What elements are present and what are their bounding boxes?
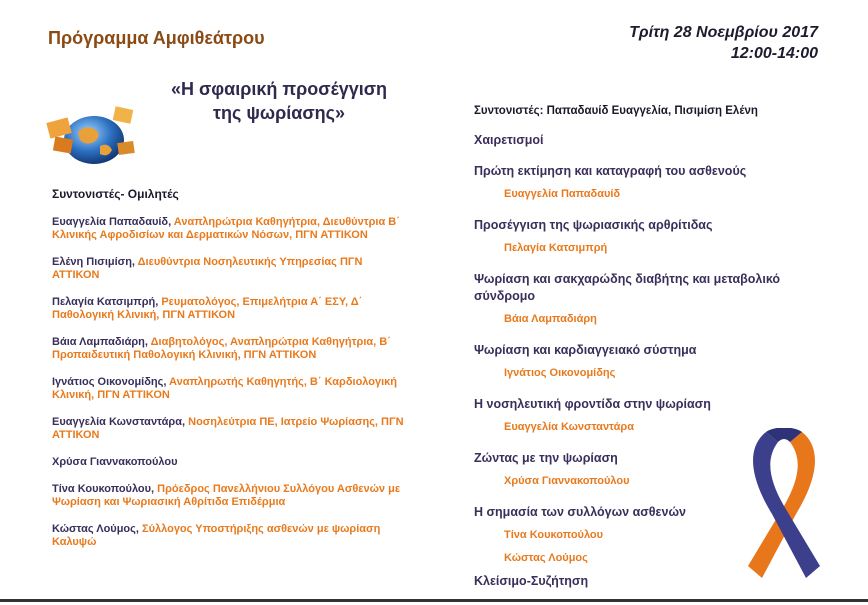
program-item: Χαιρετισμοί [474, 133, 544, 147]
program-item: Κλείσιμο-Συζήτηση [474, 574, 589, 588]
event-date: Τρίτη 28 Νοεμβρίου 2017 [629, 24, 818, 41]
speaker-role: Ρευματολόγος, Επιμελήτρια Α΄ ΕΣΥ, Δ΄ Παθολογική Κλινική, ΠΓΝ ΑΤΤΙΚΟΝ [52, 296, 363, 321]
presenter-name: Τίνα Κουκοπούλου [504, 529, 604, 541]
program-item: Πρώτη εκτίμηση και καταγραφή του ασθενούς [474, 164, 747, 178]
speaker-role: Διευθύντρια Νοσηλευτικής Υπηρεσίας ΠΓΝ ΑΤΤΙΚΟΝ [52, 256, 363, 281]
speaker-name: Ιγνάτιος Οικονομίδης, [52, 376, 167, 388]
speaker-entry [52, 416, 412, 442]
speaker-name: Βάια Λαμπαδιάρη, [52, 336, 148, 348]
program-item: Η σημασία των συλλόγων ασθενών [474, 505, 686, 519]
speaker-entry [52, 336, 412, 362]
program-item: Ζώντας με την ψωρίαση [474, 451, 618, 465]
speaker-entry [52, 483, 412, 509]
speaker-role: Διαβητολόγος, Αναπληρώτρια Καθηγήτρια, Β΄ Προπαιδευτική Παθολογική Κλινική, ΠΓΝ ΑΤΤΙΚΟΝ [52, 336, 391, 361]
subtitle-line-2: της ψωρίασης» [212, 103, 346, 123]
speaker-name: Τίνα Κουκοπούλου, [52, 483, 155, 495]
speaker-role: Πρόεδρος Πανελλήνιου Συλλόγου Ασθενών με Ψωρίαση και Ψωριασική Αθρίτιδα Επιδέρμια [52, 483, 401, 508]
speaker-role: Σύλλογος Υποστήριξης ασθενών με ψωρίαση Καλυψώ [52, 523, 381, 548]
speaker-name: Χρύσα Γιαννακοπούλου [52, 456, 178, 468]
speakers-list [52, 188, 412, 563]
speaker-entry [52, 216, 412, 242]
program-item: Ψωρίαση και καρδιαγγειακό σύστημα [474, 343, 697, 357]
page-title: Πρόγραμμα Αμφιθεάτρου [48, 28, 265, 48]
speaker-entry [52, 523, 412, 549]
speaker-role: Αναπληρωτής Καθηγητής, Β΄ Καρδιολογική Κλινική, ΠΓΝ ΑΤΤΙΚΟΝ [52, 376, 398, 401]
awareness-ribbon-icon [744, 428, 824, 578]
speakers-heading: Συντονιστές- Ομιλητές [52, 187, 179, 201]
presenter-name: Πελαγία Κατσιμπρή [504, 242, 608, 254]
speaker-entry [52, 456, 412, 469]
speaker-entry [52, 296, 412, 322]
program-item: Προσέγγιση της ψωριασικής αρθρίτιδας [474, 218, 713, 232]
globe-icon [44, 102, 140, 166]
subtitle-line-1: «Η σφαιρική προσέγγιση [170, 79, 388, 99]
presenter-name: Ιγνάτιος Οικονομίδης [504, 367, 616, 379]
event-time: 12:00-14:00 [730, 45, 818, 62]
presenter-name: Ευαγγελία Παπαδαυίδ [504, 188, 621, 200]
presenter-name: Βάια Λαμπαδιάρη [504, 313, 597, 325]
program-item: Ψωρίαση και σακχαρώδης διαβήτης και μεταβολικό σύνδρομο [474, 272, 781, 303]
speaker-entry [52, 376, 412, 402]
speaker-name: Ευαγγελία Παπαδαυίδ, [52, 216, 172, 228]
event-subtitle [150, 77, 408, 125]
speaker-role: Αναπληρώτρια Καθηγήτρια, Διευθύντρια Β΄ Κλινικής Αφροδισίων και Δερματικών Νόσων, ΠΓΝ ΑΤΤΙΚΟΝ [52, 216, 400, 241]
speaker-name: Ελένη Πισιμίση, [52, 256, 135, 268]
presenter-name: Ευαγγελία Κωνσταντάρα [504, 421, 634, 433]
presenter-name: Κώστας Λούμος [504, 552, 588, 564]
speaker-entry [52, 256, 412, 282]
program-item: Η νοσηλευτική φροντίδα στην ψωρίαση [474, 397, 711, 411]
event-datetime [629, 22, 818, 64]
speaker-role: Νοσηλεύτρια ΠΕ, Ιατρείο Ψωρίασης, ΠΓΝ ΑΤΤΙΚΟΝ [52, 416, 404, 441]
speaker-name: Πελαγία Κατσιμπρή, [52, 296, 159, 308]
moderators-line: Συντονιστές: Παπαδαυίδ Ευαγγελία, Πισιμίση Ελένη [474, 105, 758, 117]
bottom-divider [0, 599, 868, 602]
speaker-name: Ευαγγελία Κωνσταντάρα, [52, 416, 186, 428]
speaker-name: Κώστας Λούμος, [52, 523, 139, 535]
presenter-name: Χρύσα Γιαννακοπούλου [504, 475, 630, 487]
